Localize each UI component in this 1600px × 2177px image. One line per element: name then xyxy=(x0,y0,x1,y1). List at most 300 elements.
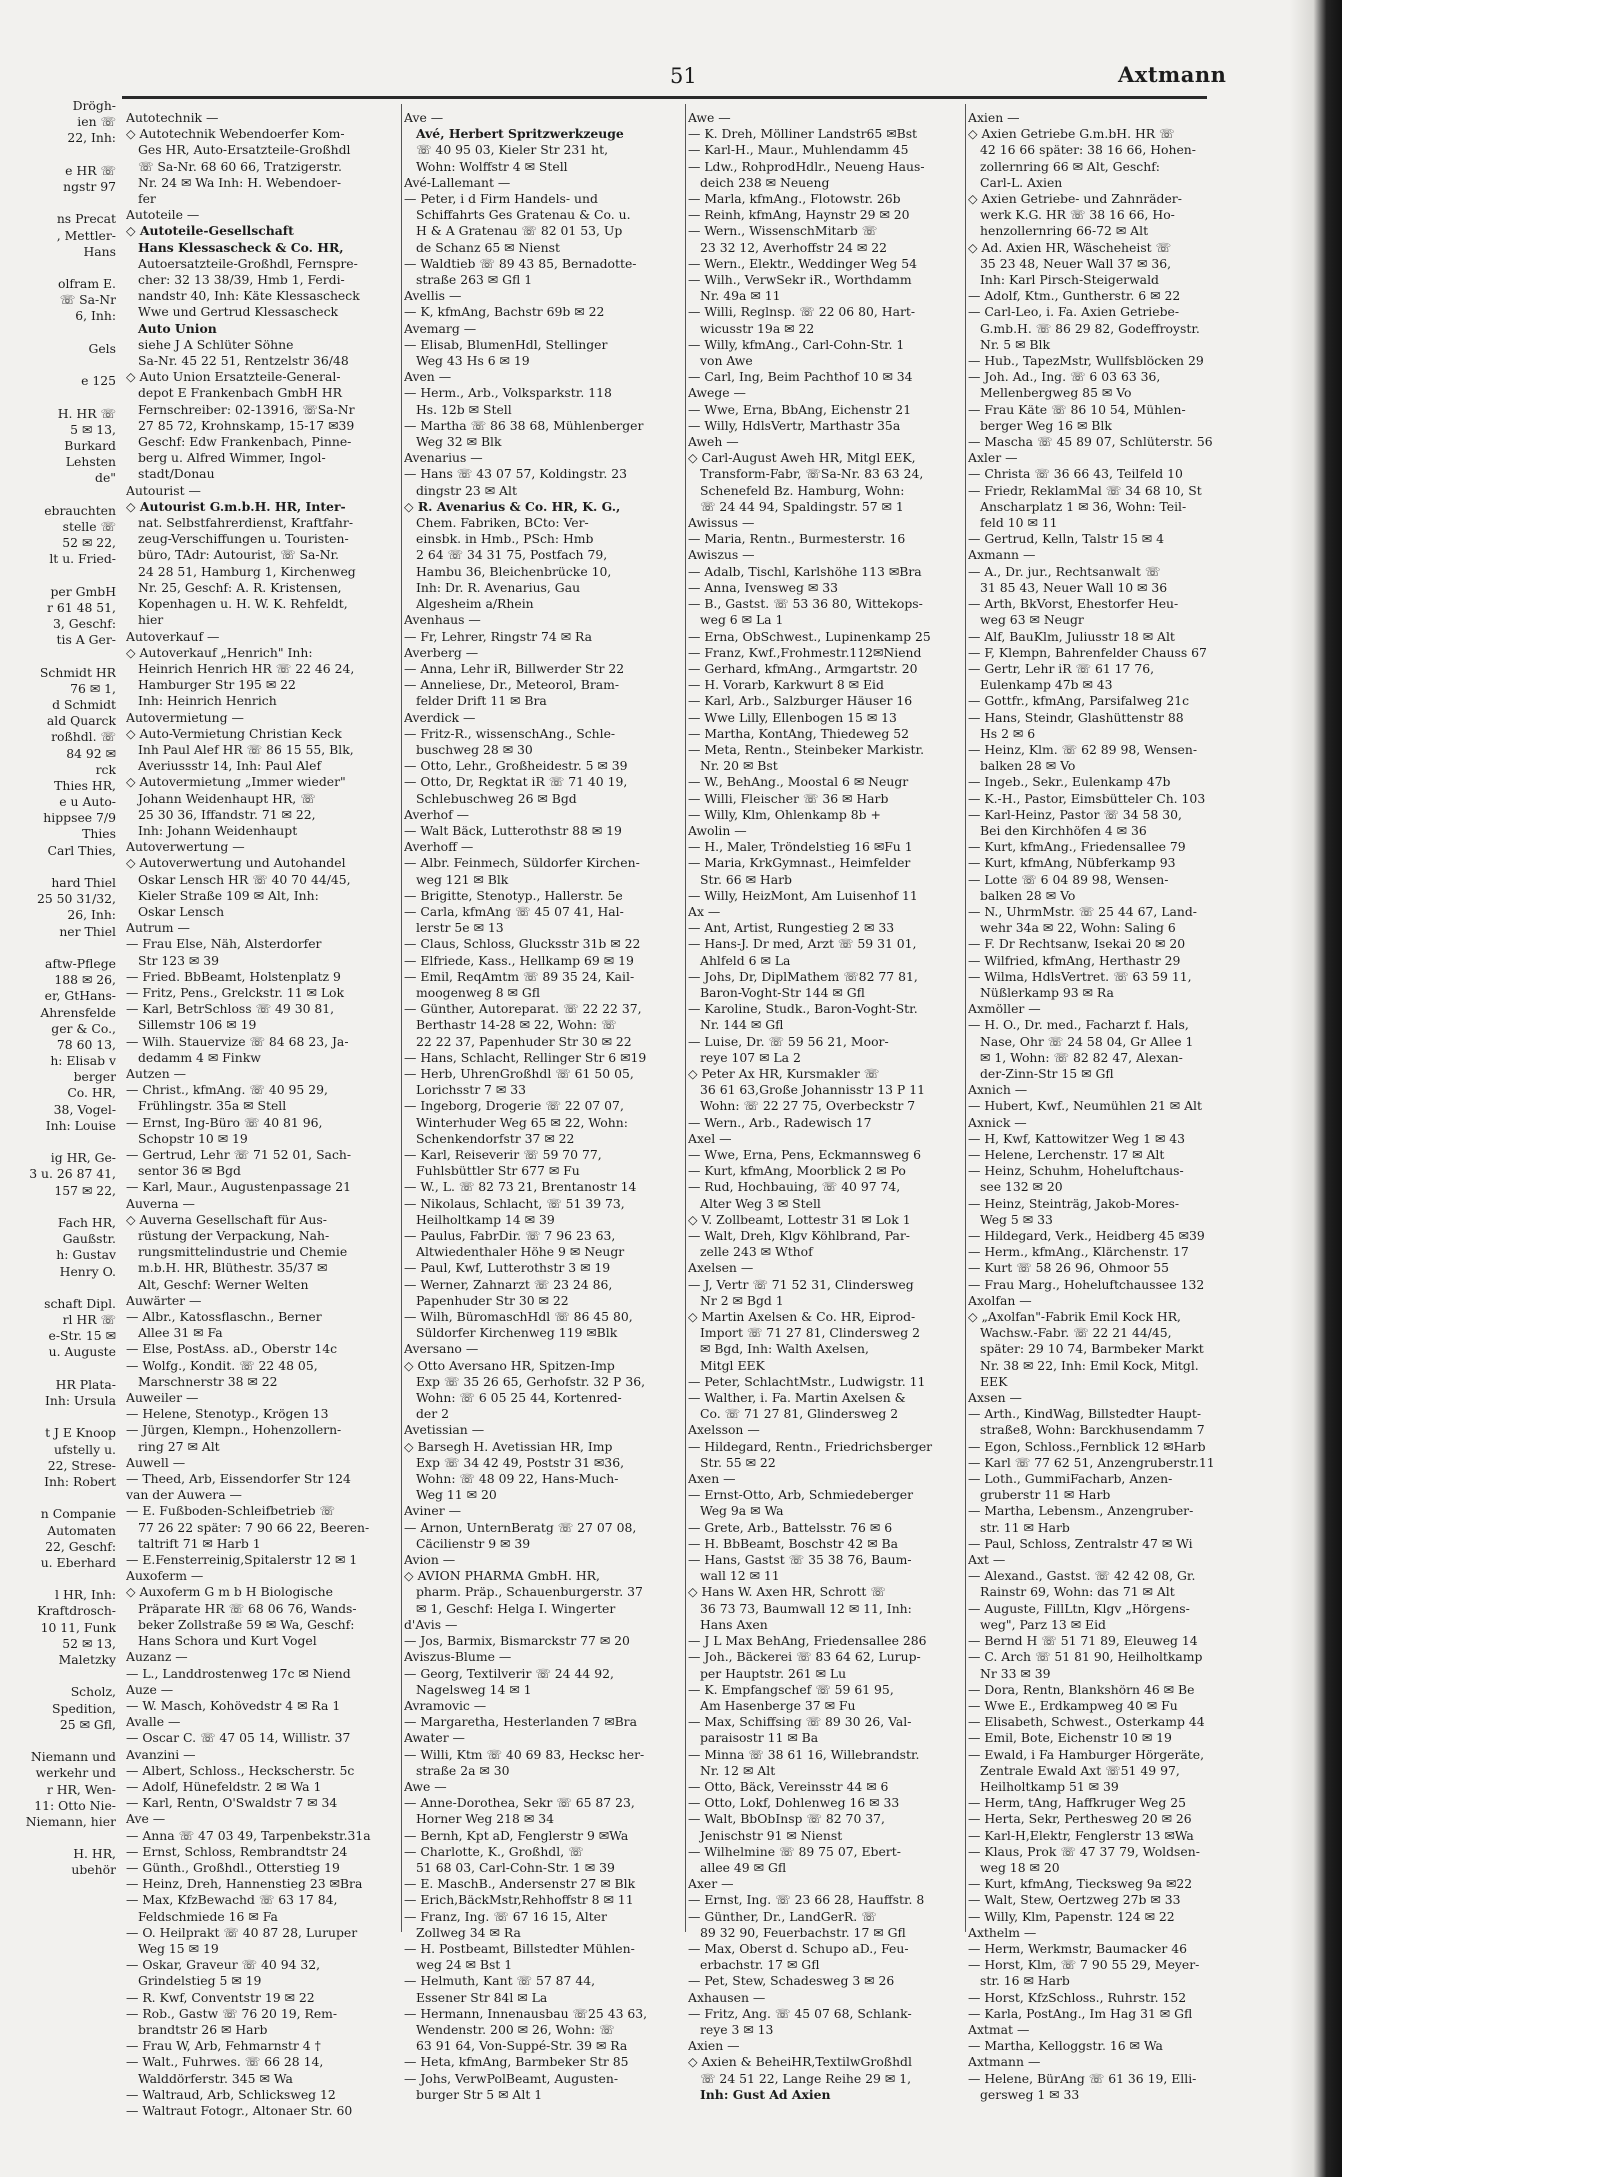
cutoff-line: 11: Otto Nie- xyxy=(34,1797,116,1813)
directory-entry-line: — Elisabeth, Schwest., Osterkamp 44 xyxy=(968,1714,1205,1730)
directory-entry-line: — Marla, kfmAng., Flotowstr. 26b xyxy=(688,191,901,207)
cutoff-line: tis A Ger- xyxy=(56,632,116,648)
cutoff-line: werkehr und xyxy=(35,1765,116,1781)
cutoff-line: ebrauchten xyxy=(44,502,116,518)
directory-entry-line: ◇ AVION PHARMA GmbH. HR, xyxy=(404,1568,600,1584)
directory-entry-line: Cäcilienstr 9 ✉ 39 xyxy=(416,1535,531,1551)
directory-entry-line: 51 68 03, Carl-Cohn-Str. 1 ✉ 39 xyxy=(416,1859,615,1875)
directory-entry-line: — Herm, tAng, Haffkruger Weg 25 xyxy=(968,1795,1186,1811)
directory-entry-line: — Ingeb., Sekr., Eulenkamp 47b xyxy=(968,774,1171,790)
directory-entry-line: reye 107 ✉ La 2 xyxy=(700,1049,801,1065)
directory-entry-line: 89 32 90, Feuerbachstr. 17 ✉ Gfl xyxy=(700,1924,906,1940)
directory-entry-line: Nr. 20 ✉ Bst xyxy=(700,758,778,774)
cutoff-line: Maletzky xyxy=(58,1652,116,1667)
directory-entry-line: — Frau Käte ☏ 86 10 54, Mühlen- xyxy=(968,401,1186,417)
directory-entry-line: — W., BehAng., Moostal 6 ✉ Neugr xyxy=(688,774,909,790)
directory-entry-line: — Günth., Großhdl., Otterstieg 19 xyxy=(126,1859,340,1875)
directory-entry-line: — Gerhard, kfmAng., Armgartstr. 20 xyxy=(688,660,918,676)
directory-entry-line: ◇ Autourist G.m.b.H. HR, Inter- xyxy=(126,498,346,514)
directory-entry-line: taltrift 71 ✉ Harb 1 xyxy=(138,1535,261,1551)
surname-heading: Auze — xyxy=(126,1681,174,1697)
surname-heading: Awege — xyxy=(688,385,746,401)
directory-entry-line: Wohn: ☏ 48 09 22, Hans-Much- xyxy=(416,1471,619,1487)
directory-entry-line: — Karl, Arb., Salzburger Häuser 16 xyxy=(688,693,913,709)
directory-entry-line: — Adolf, Ktm., Guntherstr. 6 ✉ 22 xyxy=(968,288,1181,304)
directory-entry-line: — Martha, Kelloggstr. 16 ✉ Wa xyxy=(968,2038,1163,2054)
cutoff-line: ufstelly u. xyxy=(53,1441,116,1457)
directory-entry-line: — Franz, Kwf.,Frohmestr.112✉Niend xyxy=(688,644,922,660)
directory-entry-line: — Hans, Gastst ☏ 35 38 76, Baum- xyxy=(688,1552,912,1568)
cutoff-line: ns Precat xyxy=(56,211,116,227)
directory-entry-line: werk K.G. HR ☏ 38 16 66, Ho- xyxy=(980,207,1175,223)
cutoff-line: 5 ✉ 13, xyxy=(70,421,116,437)
directory-entry-line: — Klaus, Prok ☏ 47 37 79, Woldsen- xyxy=(968,1843,1200,1859)
surname-heading: Autotechnik — xyxy=(126,110,219,125)
directory-entry-line: balken 28 ✉ Vo xyxy=(980,758,1076,774)
directory-entry-line: — Hans, Schlacht, Rellinger Str 6 ✉19 xyxy=(404,1049,647,1065)
directory-column-3 xyxy=(688,110,963,2103)
directory-entry-line: — Albr., Katossflaschn., Berner xyxy=(126,1309,322,1325)
cutoff-line xyxy=(0,567,116,583)
surname-heading: Autzen — xyxy=(126,1065,187,1081)
directory-entry-line: — N., UhrmMstr. ☏ 25 44 67, Land- xyxy=(968,903,1197,919)
directory-entry-line: EEK xyxy=(980,1373,1008,1389)
directory-entry-line: — Wilh, BüromaschHdl ☏ 86 45 80, xyxy=(404,1309,633,1325)
directory-entry-line: — Joh., Bäckerei ☏ 83 64 62, Lurup- xyxy=(688,1649,921,1665)
surname-heading: Autoverwertung — xyxy=(126,839,245,855)
cutoff-line: Ahrensfelde xyxy=(40,1004,116,1020)
directory-entry-line: — Margaretha, Hesterlanden 7 ✉Bra xyxy=(404,1714,637,1730)
directory-entry-line: ✉ 1, Geschf: Helga I. Wingerter xyxy=(416,1600,616,1616)
directory-entry-line: ◇ Autoverwertung und Autohandel xyxy=(126,855,346,871)
directory-entry-line: Hs. 12b ✉ Stell xyxy=(416,401,512,417)
directory-entry-line: — H. Postbeamt, Billstedter Mühlen- xyxy=(404,1940,635,1956)
directory-entry-line: — Willi, Reglnsp. ☏ 22 06 80, Hart- xyxy=(688,304,916,320)
surname-heading: Awe — xyxy=(404,1778,447,1794)
directory-entry-line: Schenefeld Bz. Hamburg, Wohn: xyxy=(700,482,905,498)
directory-entry-line: — Loth., GummiFacharb, Anzen- xyxy=(968,1471,1173,1487)
directory-entry-line: deich 238 ✉ Neueng xyxy=(700,174,830,190)
cutoff-line: Drögh- xyxy=(72,98,116,113)
directory-entry-line: Nüßlerkamp 93 ✉ Ra xyxy=(980,984,1114,1000)
surname-heading: Auzanz — xyxy=(126,1649,188,1665)
directory-entry-line: — Hans-J. Dr med, Arzt ☏ 59 31 01, xyxy=(688,936,917,952)
cutoff-line: Niemann, hier xyxy=(25,1813,116,1829)
cutoff-line: d Schmidt xyxy=(52,696,116,712)
directory-entry-line: gruberstr 11 ✉ Harb xyxy=(980,1487,1111,1503)
directory-entry-line: Wohn: ☏ 6 05 25 44, Kortenred- xyxy=(416,1390,622,1406)
directory-entry-line: — Peter, i d Firm Handels- und xyxy=(404,191,598,207)
page-number: 51 xyxy=(670,64,697,88)
directory-entry-line: — Johs, VerwPolBeamt, Augusten- xyxy=(404,2070,619,2086)
directory-entry-line: Nr. 144 ✉ Gfl xyxy=(700,1017,784,1033)
cutoff-line: 22, Geschf: xyxy=(45,1538,116,1554)
directory-entry-line: — Max, KfzBewachd ☏ 63 17 84, xyxy=(126,1892,338,1908)
directory-entry-line: Geschf: Edw Frankenbach, Pinne- xyxy=(138,434,352,450)
surname-heading: Axt — xyxy=(968,1552,1006,1568)
surname-heading: Axtmat — xyxy=(968,2021,1030,2037)
cutoff-line xyxy=(0,1280,116,1296)
directory-entry-line: — Carla, kfmAng ☏ 45 07 41, Hal- xyxy=(404,903,624,919)
cutoff-line: Thies xyxy=(82,826,116,842)
directory-entry-line: Wachsw.-Fabr. ☏ 22 21 44/45, xyxy=(980,1325,1172,1341)
directory-entry-line: — Reinh, kfmAng, Haynstr 29 ✉ 20 xyxy=(688,207,910,223)
directory-entry-line: Wohn: ☏ 22 27 75, Overbeckstr 7 xyxy=(700,1098,916,1114)
directory-entry-line: Weg 15 ✉ 19 xyxy=(138,1940,219,1956)
cutoff-line: ubehör xyxy=(71,1862,116,1878)
cutoff-line: 6, Inh: xyxy=(75,308,116,324)
directory-entry-line: — Karl-H., Maur., Muhlendamm 45 xyxy=(688,142,909,158)
cutoff-line: e-Str. 15 ✉ xyxy=(48,1328,116,1344)
directory-entry-line: Schiffahrts Ges Gratenau & Co. u. xyxy=(416,207,631,223)
surname-heading: van der Auwera — xyxy=(126,1487,242,1503)
directory-entry-line: — Albr. Feinmech, Süldorfer Kirchen- xyxy=(404,855,640,871)
cutoff-line: r 61 48 51, xyxy=(47,599,116,615)
directory-entry-line: Str. 55 ✉ 22 xyxy=(700,1454,776,1470)
directory-entry-line: berg u. Alfred Wimmer, Ingol- xyxy=(138,450,326,466)
cutoff-line: ien ☏ xyxy=(77,114,116,130)
directory-entry-line: — Walt., Fuhrwes. ☏ 66 28 14, xyxy=(126,2054,324,2070)
directory-entry-line: — E. Fußboden-Schleifbetrieb ☏ xyxy=(126,1503,336,1519)
cutoff-line: r HR, Wen- xyxy=(46,1781,116,1797)
directory-entry-line: — Arth, BkVorst, Ehestorfer Heu- xyxy=(968,596,1179,612)
directory-entry-line: — Minna ☏ 38 61 16, Willebrandstr. xyxy=(688,1746,920,1762)
surname-heading: Axsen — xyxy=(968,1390,1022,1406)
cutoff-line: de" xyxy=(95,470,116,486)
directory-entry-line: büro, TAdr: Autourist, ☏ Sa-Nr. xyxy=(138,547,339,563)
cutoff-line: Burkard xyxy=(64,437,116,453)
directory-entry-line: Inh: Gust Ad Axien xyxy=(700,2086,831,2102)
directory-entry-line: Frühlingstr. 35a ✉ Stell xyxy=(138,1098,287,1114)
directory-entry-line: — Kurt, kfmAng, Moorblick 2 ✉ Po xyxy=(688,1163,906,1179)
directory-entry-line: — E.Fensterreinig,Spitalerstr 12 ✉ 1 xyxy=(126,1552,358,1568)
directory-entry-line: — Paulus, FabrDir. ☏ 7 96 23 63, xyxy=(404,1228,616,1244)
cutoff-line xyxy=(0,1490,116,1506)
directory-entry-line: Kieler Straße 109 ✉ Alt, Inh: xyxy=(138,887,319,903)
surname-heading: d'Avis — xyxy=(404,1616,458,1632)
directory-entry-line: cher: 32 13 38/39, Hmb 1, Ferdi- xyxy=(138,272,345,288)
directory-entry-line: — Hildegard, Rentn., Friedrichsberger xyxy=(688,1438,933,1454)
directory-entry-line: — Jos, Barmix, Bismarckstr 77 ✉ 20 xyxy=(404,1633,630,1649)
directory-entry-line: burger Str 5 ✉ Alt 1 xyxy=(416,2086,543,2102)
directory-entry-line: — Fr, Lehrer, Ringstr 74 ✉ Ra xyxy=(404,628,593,644)
directory-entry-line: Heilholtkamp 51 ✉ 39 xyxy=(980,1778,1119,1794)
cutoff-line: , Mettler- xyxy=(56,227,116,243)
directory-entry-line: — Walt Bäck, Lutterothstr 88 ✉ 19 xyxy=(404,822,622,838)
directory-entry-line: — Christ., kfmAng. ☏ 40 95 29, xyxy=(126,1082,328,1098)
directory-entry-line: lerstr 5e ✉ 13 xyxy=(416,920,504,936)
directory-entry-line: — Heinz, Steinträg, Jakob-Mores- xyxy=(968,1195,1180,1211)
directory-entry-line: Heinrich Henrich HR ☏ 22 46 24, xyxy=(138,660,355,676)
cutoff-line: aftw-Pflege xyxy=(45,955,116,971)
cutoff-line: ner Thiel xyxy=(59,923,116,939)
directory-entry-line: Allee 31 ✉ Fa xyxy=(138,1325,223,1341)
cutoff-line: Henry O. xyxy=(59,1263,116,1279)
directory-entry-line: gersweg 1 ✉ 33 xyxy=(980,2086,1080,2102)
cutoff-line: u. Eberhard xyxy=(40,1554,116,1570)
surname-heading: Axien — xyxy=(688,2038,740,2054)
cutoff-line: 78 60 13, xyxy=(56,1036,116,1052)
directory-entry-line: berger Weg 16 ✉ Blk xyxy=(980,417,1112,433)
directory-entry-line: — Claus, Schloss, Glucksstr 31b ✉ 22 xyxy=(404,936,641,952)
directory-entry-line: — Christa ☏ 36 66 43, Teilfeld 10 xyxy=(968,466,1183,482)
directory-entry-line: — Ernst, Schloss, Rembrandtstr 24 xyxy=(126,1843,348,1859)
directory-entry-line: der-Zinn-Str 15 ✉ Gfl xyxy=(980,1065,1114,1081)
surname-heading: Ave — xyxy=(404,110,444,125)
surname-heading: Aven — xyxy=(404,369,452,385)
directory-entry-line: Berthastr 14-28 ✉ 22, Wohn: ☏ xyxy=(416,1017,617,1033)
directory-entry-line: Nase, Ohr ☏ 24 58 04, Gr Allee 1 xyxy=(980,1033,1194,1049)
directory-entry-line: Hs 2 ✉ 6 xyxy=(980,725,1036,741)
directory-entry-line: — F. Dr Rechtsanw, Isekai 20 ✉ 20 xyxy=(968,936,1186,952)
directory-entry-line: — Helmuth, Kant ☏ 57 87 44, xyxy=(404,1973,596,1989)
directory-entry-line: — Karl-Heinz, Pastor ☏ 34 58 30, xyxy=(968,806,1182,822)
directory-entry-line: — Maria, Rentn., Burmesterstr. 16 xyxy=(688,531,906,547)
directory-entry-line: — Carl, Ing, Beim Pachthof 10 ✉ 34 xyxy=(688,369,913,385)
directory-entry-line: hier xyxy=(138,612,164,628)
cutoff-line: H. HR ☏ xyxy=(57,405,116,421)
directory-entry-line: ◇ R. Avenarius & Co. HR, K. G., xyxy=(404,498,621,514)
directory-entry-line: stadt/Donau xyxy=(138,466,215,482)
cutoff-line: Kraftdrosch- xyxy=(37,1603,116,1619)
directory-entry-line: weg 24 ✉ Bst 1 xyxy=(416,1957,513,1973)
cutoff-line xyxy=(0,859,116,875)
directory-entry-line: 31 85 43, Neuer Wall 10 ✉ 36 xyxy=(980,579,1168,595)
cutoff-line: berger xyxy=(73,1069,116,1085)
directory-entry-line: — Wilma, HdlsVertret. ☏ 63 59 11, xyxy=(968,968,1192,984)
directory-entry-line: Algesheim a/Rhein xyxy=(416,596,534,612)
directory-entry-line: — Frau W, Arb, Fehmarnstr 4 † xyxy=(126,2038,321,2054)
directory-entry-line: Weg 11 ✉ 20 xyxy=(416,1487,497,1503)
directory-entry-line: ◇ „Axolfan"-Fabrik Emil Kock HR, xyxy=(968,1309,1181,1325)
directory-entry-line: — Ldw., RohprodHdlr., Neueng Haus- xyxy=(688,158,925,174)
directory-entry-line: ◇ Auto-Vermietung Christian Keck xyxy=(126,725,342,741)
directory-entry-line: ◇ Autotechnik Webendoerfer Kom- xyxy=(126,126,345,142)
directory-entry-line: — L., Landdrostenweg 17c ✉ Niend xyxy=(126,1665,351,1681)
directory-entry-line: — F, Klempn, Bahrenfelder Chauss 67 xyxy=(968,644,1207,660)
directory-entry-line: Hambu 36, Bleichenbrücke 10, xyxy=(416,563,612,579)
directory-entry-line: — Kurt, kfmAng, Tiecksweg 9a ✉22 xyxy=(968,1876,1193,1892)
directory-entry-line: ☏ 40 95 03, Kieler Str 231 ht, xyxy=(416,142,609,158)
directory-entry-line: — Theed, Arb, Eissendorfer Str 124 xyxy=(126,1471,351,1487)
directory-entry-line: — H. BbBeamt, Boschstr 42 ✉ Ba xyxy=(688,1535,899,1551)
directory-entry-line: Lorichsstr 7 ✉ 33 xyxy=(416,1082,526,1098)
running-head: Axtmann xyxy=(1118,62,1227,87)
directory-entry-line: — Ant, Artist, Rungestieg 2 ✉ 33 xyxy=(688,920,895,936)
cutoff-line: 188 ✉ 26, xyxy=(54,972,116,988)
directory-entry-line: Str. 66 ✉ Harb xyxy=(700,871,792,887)
directory-entry-line: — Karla, PostAng., Im Hag 31 ✉ Gfl xyxy=(968,2005,1193,2021)
cutoff-line: 3, Geschf: xyxy=(52,616,116,631)
directory-entry-line: str. 11 ✉ Harb xyxy=(980,1519,1070,1535)
directory-entry-line: — Dora, Rentn, Blankshörn 46 ✉ Be xyxy=(968,1681,1195,1697)
directory-entry-line: nat. Selbstfahrerdienst, Kraftfahr- xyxy=(138,515,354,531)
cutoff-line xyxy=(0,1830,116,1846)
surname-heading: Axnich — xyxy=(968,1082,1028,1098)
directory-entry-line: einsbk. in Hmb., PSch: Hmb xyxy=(416,531,594,547)
directory-entry-line: — Oscar C. ☏ 47 05 14, Willistr. 37 xyxy=(126,1730,351,1746)
directory-entry-line: per Hauptstr. 261 ✉ Lu xyxy=(700,1665,847,1681)
directory-entry-line: Carl-L. Axien xyxy=(980,174,1063,190)
cutoff-line xyxy=(0,648,116,664)
directory-entry-line: Hans Schora und Kurt Vogel xyxy=(138,1633,317,1649)
directory-entry-line: Str 123 ✉ 39 xyxy=(138,952,220,968)
directory-entry-line: — Wilhelmine ☏ 89 75 07, Ebert- xyxy=(688,1843,901,1859)
directory-entry-line: — Frau Else, Näh, Alsterdorfer xyxy=(126,936,322,952)
directory-entry-line: — Franz, Ing. ☏ 67 16 15, Alter xyxy=(404,1908,607,1924)
cutoff-line: Inh: Ursula xyxy=(44,1393,116,1408)
directory-entry-line: — Wwe E., Erdkampweg 40 ✉ Fu xyxy=(968,1697,1178,1713)
directory-entry-line: buschweg 28 ✉ 30 xyxy=(416,741,533,757)
directory-entry-line: Oskar Lensch HR ☏ 40 70 44/45, xyxy=(138,871,351,887)
directory-entry-line: Heilholtkamp 14 ✉ 39 xyxy=(416,1211,555,1227)
cutoff-line: n Companie xyxy=(40,1506,116,1522)
directory-entry-line: Inh: Karl Pirsch-Steigerwald xyxy=(980,272,1159,288)
surname-heading: Averhoff — xyxy=(404,839,474,855)
directory-entry-line: — H., Maler, Tröndelstieg 16 ✉Fu 1 xyxy=(688,839,913,855)
surname-heading: Avetissian — xyxy=(404,1422,485,1438)
directory-entry-line: — A., Dr. jur., Rechtsanwalt ☏ xyxy=(968,563,1161,579)
directory-entry-line: Walddörferstr. 345 ✉ Wa xyxy=(138,2070,293,2086)
directory-entry-line: balken 28 ✉ Vo xyxy=(980,887,1076,903)
directory-entry-line: — Herb, UhrenGroßhdl ☏ 61 50 05, xyxy=(404,1065,634,1081)
cutoff-line: Schmidt HR xyxy=(39,664,116,680)
surname-heading: Aversano — xyxy=(404,1341,479,1357)
directory-column-4 xyxy=(968,110,1234,2103)
directory-entry-line: — Kurt, kfmAng, Nübferkamp 93 xyxy=(968,855,1176,871)
directory-entry-line: — Karoline, Studk., Baron-Voght-Str. xyxy=(688,1001,918,1017)
directory-entry-line: Co. ☏ 71 27 81, Glindersweg 2 xyxy=(700,1406,899,1422)
surname-heading: Autoverkauf — xyxy=(126,628,220,644)
directory-entry-line: — O. Heilprakt ☏ 40 87 28, Luruper xyxy=(126,1924,358,1940)
directory-entry-line: Inh: Dr. R. Avenarius, Gau xyxy=(416,579,581,595)
directory-entry-line: — K, kfmAng, Bachstr 69b ✉ 22 xyxy=(404,304,605,320)
directory-entry-line: Nr. 24 ✉ Wa Inh: H. Webendoer- xyxy=(138,174,342,190)
directory-entry-line: — Elfriede, Kass., Hellkamp 69 ✉ 19 xyxy=(404,952,634,968)
directory-entry-line: Nr. 12 ✉ Alt xyxy=(700,1762,776,1778)
directory-entry-line: — Frau Marg., Hoheluftchaussee 132 xyxy=(968,1276,1205,1292)
directory-entry-line: felder Drift 11 ✉ Bra xyxy=(416,693,547,709)
cutoff-line: u. Auguste xyxy=(48,1344,116,1360)
directory-entry-line: — J, Vertr ☏ 71 52 31, Clindersweg xyxy=(688,1276,914,1292)
surname-heading: Aviner — xyxy=(404,1503,461,1519)
surname-heading: Axmöller — xyxy=(968,1001,1041,1017)
directory-entry-line: Jenischstr 91 ✉ Nienst xyxy=(700,1827,843,1843)
cutoff-line: 25 50 31/32, xyxy=(36,891,116,907)
directory-entry-line: ✉ 1, Wohn: ☏ 82 82 47, Alexan- xyxy=(980,1049,1183,1065)
directory-entry-line: H & A Gratenau ☏ 82 01 53, Up xyxy=(416,223,623,239)
directory-entry-line: — Gertrud, Lehr ☏ 71 52 01, Sach- xyxy=(126,1147,352,1162)
directory-entry-line: Präparate HR ☏ 68 06 76, Wands- xyxy=(138,1600,357,1616)
directory-entry-line: see 132 ✉ 20 xyxy=(980,1179,1063,1195)
surname-heading: Avé-Lallemant — xyxy=(404,174,511,190)
header-rule xyxy=(122,96,1207,99)
directory-entry-line: 35 23 48, Neuer Wall 37 ✉ 36, xyxy=(980,255,1172,271)
directory-entry-line: Chem. Fabriken, BCto: Ver- xyxy=(416,515,589,531)
directory-entry-line: Alter Weg 3 ✉ Stell xyxy=(700,1195,821,1211)
directory-entry-line: Nr. 25, Geschf: A. R. Kristensen, xyxy=(138,579,342,595)
column-rule xyxy=(685,104,686,1932)
directory-entry-line: — Erich,BäckMstr,Rehhoffstr 8 ✉ 11 xyxy=(404,1892,634,1908)
directory-entry-line: — Hildegard, Verk., Heidberg 45 ✉39 xyxy=(968,1228,1205,1244)
directory-entry-line: — Bernd H ☏ 51 71 89, Eleuweg 14 xyxy=(968,1633,1198,1649)
directory-entry-line: Wohn: Wolffstr 4 ✉ Stell xyxy=(416,158,568,174)
surname-heading: Axelsson — xyxy=(688,1422,760,1438)
directory-entry-line: Avé, Herbert Spritzwerkzeuge xyxy=(416,126,624,142)
surname-heading: Awe — xyxy=(688,110,731,125)
directory-entry-line: — Rob., Gastw ☏ 76 20 19, Rem- xyxy=(126,2005,338,2021)
surname-heading: Averhof — xyxy=(404,806,470,822)
directory-entry-line: Alt, Geschf: Werner Welten xyxy=(138,1276,309,1292)
directory-entry-line: 42 16 66 später: 38 16 66, Hohen- xyxy=(980,142,1196,158)
directory-entry-line: straße 263 ✉ Gfl 1 xyxy=(416,272,533,288)
directory-entry-line: ☏ 24 51 22, Lange Reihe 29 ✉ 1, xyxy=(700,2070,912,2086)
directory-entry-line: Feldschmiede 16 ✉ Fa xyxy=(138,1908,278,1924)
surname-heading: Axtmann — xyxy=(968,2054,1041,2070)
directory-entry-line: — Willy, HdlsVertr, Marthastr 35a xyxy=(688,417,901,433)
directory-entry-line: reye 3 ✉ 13 xyxy=(700,2021,774,2037)
cutoff-line: 76 ✉ 1, xyxy=(70,680,116,696)
directory-entry-line: Bei den Kirchhöfen 4 ✉ 36 xyxy=(980,822,1147,838)
directory-entry-line: — Helene, Lerchenstr. 17 ✉ Alt xyxy=(968,1147,1165,1162)
directory-entry-line: Weg 32 ✉ Blk xyxy=(416,434,502,450)
directory-entry-line: Fernschreiber: 02-13916, ☏Sa-Nr xyxy=(138,401,355,417)
directory-entry-line: Horner Weg 218 ✉ 34 xyxy=(416,1811,554,1827)
cutoff-line: HR Plata- xyxy=(55,1376,116,1392)
directory-entry-line: — Alexand., Gastst. ☏ 42 42 08, Gr. xyxy=(968,1568,1196,1584)
directory-entry-line: weg 63 ✉ Neugr xyxy=(980,612,1084,628)
cutoff-line: Lehsten xyxy=(65,454,116,470)
directory-entry-line: — Wilh. Stauervize ☏ 84 68 23, Ja- xyxy=(126,1033,349,1049)
directory-entry-line: — Wilfried, kfmAng, Herthastr 29 xyxy=(968,952,1181,968)
directory-entry-line: Inh: Heinrich Henrich xyxy=(138,693,277,709)
directory-entry-line: beker Zollstraße 59 ✉ Wa, Geschf: xyxy=(138,1616,355,1632)
surname-heading: Auxoferm — xyxy=(126,1568,204,1584)
directory-entry-line: — Fritz-R., wissenschAng., Schle- xyxy=(404,725,616,741)
directory-entry-line: Inh: Johann Weidenhaupt xyxy=(138,822,298,838)
cutoff-line: 52 ✉ 22, xyxy=(62,535,116,551)
cutoff-line: olfram E. xyxy=(58,276,116,292)
directory-entry-line: dedamm 4 ✉ Finkw xyxy=(138,1049,261,1065)
directory-entry-line: — Heta, kfmAng, Barmbeker Str 85 xyxy=(404,2054,629,2070)
directory-entry-line: ◇ Autoteile-Gesellschaft xyxy=(126,223,294,239)
directory-entry-line: weg", Parz 13 ✉ Eid xyxy=(980,1616,1106,1632)
directory-entry-line: — Lotte ☏ 6 04 89 98, Wensen- xyxy=(968,871,1169,887)
directory-entry-line: — Martha ☏ 86 38 68, Mühlenberger xyxy=(404,417,644,433)
directory-entry-line: — Hermann, Innenausbau ☏25 43 63, xyxy=(404,2005,648,2021)
surname-heading: Avramovic — xyxy=(404,1697,487,1713)
directory-entry-line: — Meta, Rentn., Steinbeker Markistr. xyxy=(688,741,925,757)
directory-entry-line: ◇ Martin Axelsen & Co. HR, Eiprod- xyxy=(688,1309,916,1325)
cutoff-line: Carl Thies, xyxy=(47,842,116,858)
directory-entry-line: — B., Gastst. ☏ 53 36 80, Wittekops- xyxy=(688,596,923,612)
directory-entry-line: — K.-H., Pastor, Eimsbütteler Ch. 103 xyxy=(968,790,1206,806)
surname-heading: Awater — xyxy=(404,1730,465,1746)
cutoff-line: Co. HR, xyxy=(67,1085,116,1101)
directory-entry-line: — Günther, Dr., LandGerR. ☏ xyxy=(688,1908,877,1924)
directory-entry-line: — Karl, BetrSchloss ☏ 49 30 81, xyxy=(126,1001,335,1017)
directory-entry-line: — Herm, Werkmstr, Baumacker 46 xyxy=(968,1940,1188,1956)
surname-heading: Axthelm — xyxy=(968,1924,1037,1940)
directory-entry-line: feld 10 ✉ 11 xyxy=(980,515,1058,531)
directory-entry-line: zollernring 66 ✉ Alt, Geschf: xyxy=(980,158,1160,174)
directory-entry-line: Ahlfeld 6 ✉ La xyxy=(700,952,791,968)
directory-entry-line: — W. Masch, Kohövedstr 4 ✉ Ra 1 xyxy=(126,1697,341,1713)
directory-entry-line: Süldorfer Kirchenweg 119 ✉Blk xyxy=(416,1325,618,1341)
cutoff-line: Gels xyxy=(88,340,116,356)
directory-entry-line: — Elisab, BlumenHdl, Stellinger xyxy=(404,336,608,352)
directory-entry-line: — Johs, Dr, DiplMathem ☏82 77 81, xyxy=(688,968,918,984)
